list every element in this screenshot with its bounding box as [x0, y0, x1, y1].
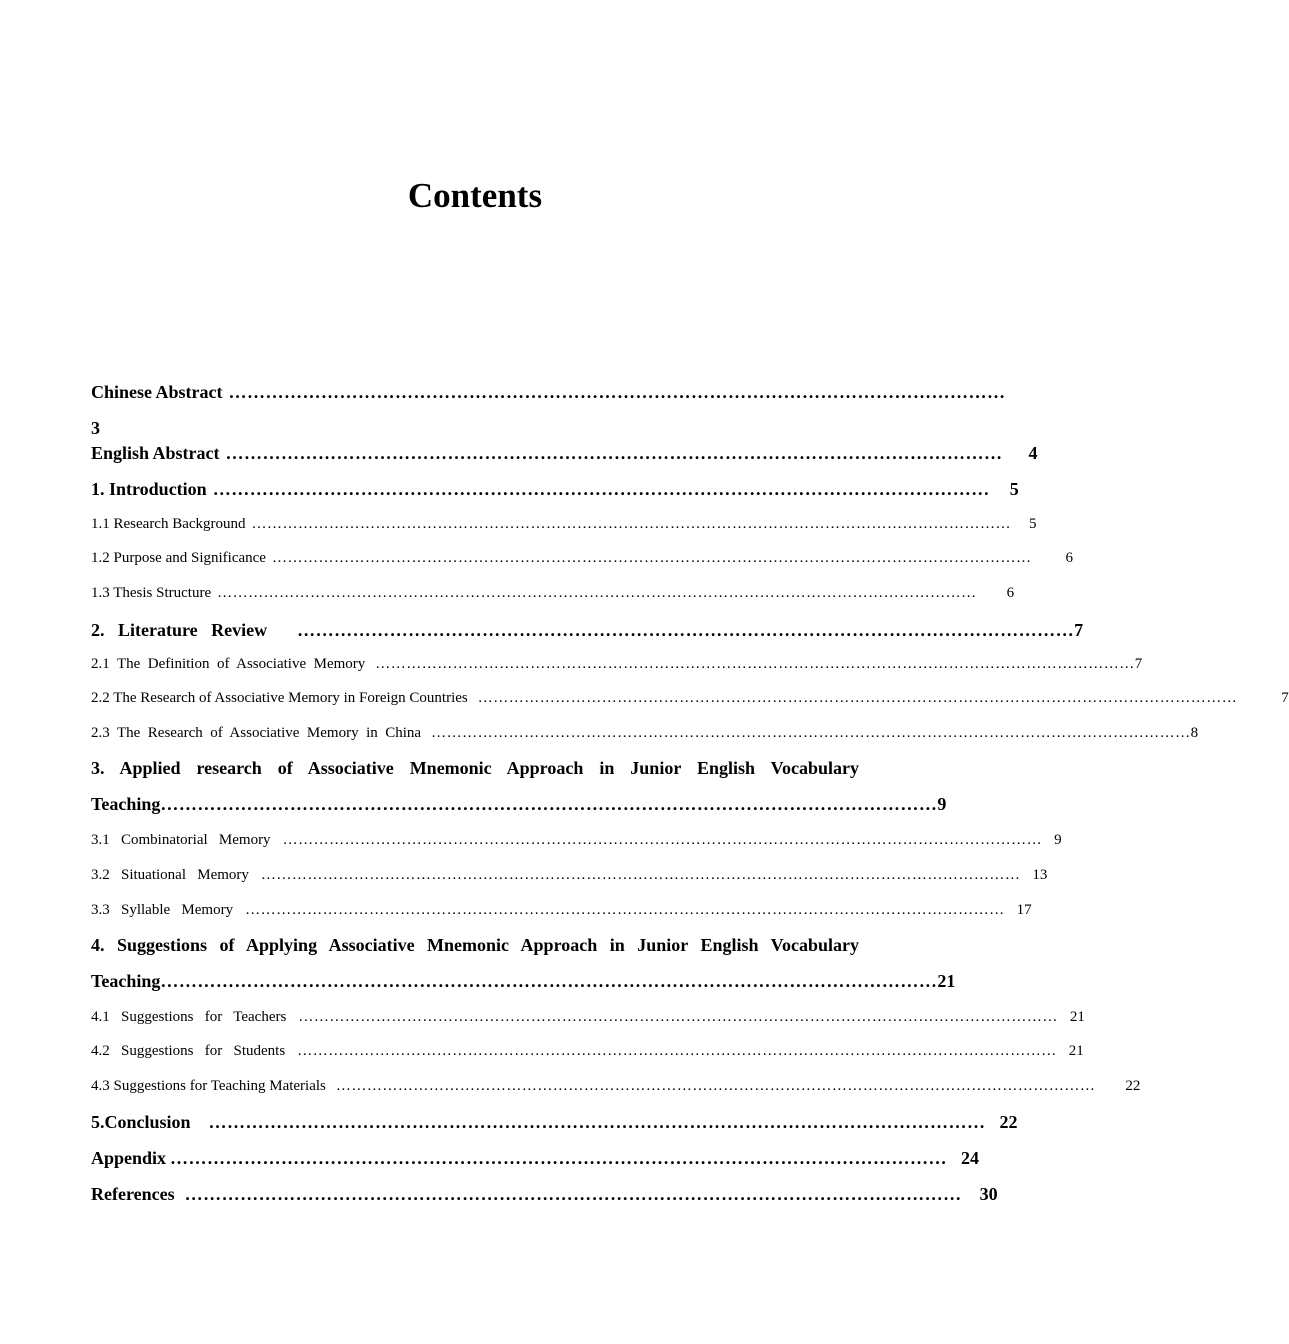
toc-entry-page: 30: [979, 1184, 998, 1204]
toc-entry-label: 1.1 Research Background: [91, 516, 246, 532]
toc-entry-label: 4.1 Suggestions for Teachers: [91, 1009, 287, 1025]
toc-leader-dots: ………………………………………………………………………………………………………………: [184, 1184, 962, 1204]
toc-entry-1-1[interactable]: [91, 516, 1037, 533]
toc-entry-label: 2.3 The Research of Associative Memory in China: [91, 725, 422, 741]
toc-leader-dots: …………………………………………………………………………………………………………………………………: [298, 1009, 1058, 1025]
toc-entry-label: 2.2 The Research of Associative Memory in Foreign Countries: [91, 690, 468, 706]
toc-entry-label: 3.3 Syllable Memory: [91, 902, 234, 918]
toc-leader-dots: …………………………………………………………………………………………………………………………………: [335, 1078, 1096, 1094]
toc-entry-label: 5.Conclusion: [91, 1112, 191, 1132]
toc-leader-dots: ………………………………………………………………………………………………………………: [160, 794, 938, 814]
toc-entry-label: 1. Introduction: [91, 479, 207, 499]
toc-entry-4-3[interactable]: [91, 1078, 1141, 1095]
toc-entry-page: 22: [999, 1112, 1018, 1132]
toc-entry-page: 9: [937, 794, 947, 814]
toc-entry-label: 4.2 Suggestions for Students: [91, 1043, 286, 1059]
toc-entry-page: 7: [1074, 620, 1084, 640]
toc-leader-dots: …………………………………………………………………………………………………………………………………: [271, 550, 1032, 566]
toc-entry-literature-review[interactable]: [91, 620, 1084, 641]
toc-entry-label: Chinese Abstract: [91, 382, 223, 402]
toc-leader-dots: …………………………………………………………………………………………………………………………………: [297, 1043, 1057, 1059]
toc-entry-1-2[interactable]: [91, 550, 1073, 567]
toc-entry-3-2[interactable]: [91, 867, 1048, 884]
toc-leader-dots: ………………………………………………………………………………………………………………: [160, 971, 938, 991]
toc-leader-dots: …………………………………………………………………………………………………………………………………: [245, 902, 1005, 918]
toc-entry-page: 5: [1009, 479, 1019, 499]
toc-entry-english-abstract[interactable]: [91, 443, 1038, 464]
toc-entry-page: 24: [961, 1148, 980, 1168]
toc-entry-label-continued: Teaching: [91, 794, 161, 814]
toc-entry-label: 4. Suggestions of Applying Associative Mnemonic Approach in Junior English Vocabulary: [91, 935, 859, 955]
toc-entry-4-1[interactable]: [91, 1009, 1085, 1026]
toc-entry-1-3[interactable]: [91, 585, 1015, 602]
toc-entry-page: 21: [937, 971, 956, 991]
toc-entry-page: 5: [1029, 516, 1037, 532]
toc-entry-page: 8: [1190, 725, 1199, 741]
toc-entry-page: 4: [1028, 443, 1038, 463]
toc-entry-introduction[interactable]: [91, 479, 1019, 500]
page-title: Contents: [407, 176, 543, 215]
toc-entry-page: 7: [1281, 690, 1289, 706]
toc-entry-2-2[interactable]: [91, 690, 1289, 707]
toc-entry-page: 13: [1032, 867, 1048, 883]
toc-leader-dots: ………………………………………………………………………………………………………………: [212, 479, 990, 499]
toc-entry-label: 2.1 The Definition of Associative Memory: [91, 656, 366, 672]
toc-entry-page: 6: [1006, 585, 1015, 601]
toc-leader-dots: …………………………………………………………………………………………………………………………………: [260, 867, 1021, 883]
toc-entry-label: 3. Applied research of Associative Mnemonic Approach in Junior English Vocabulary: [91, 758, 859, 778]
toc-entry-label: 3.1 Combinatorial Memory: [91, 832, 271, 848]
toc-entry-label-continued: Teaching: [91, 971, 161, 991]
toc-entry-chinese-abstract[interactable]: [91, 382, 1006, 403]
toc-entry-label: References: [91, 1184, 175, 1204]
toc-leader-dots: ………………………………………………………………………………………………………………: [208, 1112, 986, 1132]
toc-leader-dots: ………………………………………………………………………………………………………………: [170, 1148, 948, 1168]
toc-entry-page: 9: [1054, 832, 1062, 848]
toc-entry-label: English Abstract: [91, 443, 220, 463]
toc-entry-page: 3: [91, 418, 100, 438]
toc-entry-3-1[interactable]: [91, 832, 1062, 849]
toc-leader-dots: …………………………………………………………………………………………………………………………………: [477, 690, 1238, 706]
toc-entry-3-3[interactable]: [91, 902, 1032, 919]
toc-entry-appendix[interactable]: [91, 1148, 980, 1169]
toc-leader-dots: …………………………………………………………………………………………………………………………………: [282, 832, 1043, 848]
toc-leader-dots: ………………………………………………………………………………………………………………: [228, 382, 1006, 402]
toc-leader-dots: …………………………………………………………………………………………………………………………………: [375, 656, 1135, 672]
toc-entry-page: 17: [1016, 902, 1032, 918]
toc-entry-page: 6: [1065, 550, 1073, 566]
toc-leader-dots: ………………………………………………………………………………………………………………: [297, 620, 1075, 640]
toc-entry-label: 3.2 Situational Memory: [91, 867, 249, 883]
toc-entry-2-3[interactable]: [91, 725, 1199, 742]
toc-leader-dots: …………………………………………………………………………………………………………………………………: [251, 516, 1012, 532]
toc-leader-dots: ………………………………………………………………………………………………………………: [225, 443, 1003, 463]
toc-leader-dots: …………………………………………………………………………………………………………………………………: [217, 585, 977, 601]
toc-entry-label: Appendix: [91, 1148, 167, 1168]
toc-entry-page: 7: [1134, 656, 1143, 672]
toc-entry-label: 1.3 Thesis Structure: [91, 585, 212, 601]
toc-entry-page: 22: [1125, 1078, 1141, 1094]
toc-entry-page: 21: [1069, 1009, 1085, 1025]
toc-entry-label: 2. Literature Review: [91, 620, 268, 640]
toc-entry-2-1[interactable]: [91, 656, 1143, 673]
toc-entry-page: 21: [1068, 1043, 1084, 1059]
toc-entry-label: 4.3 Suggestions for Teaching Materials: [91, 1078, 326, 1094]
toc-entry-conclusion[interactable]: [91, 1112, 1018, 1133]
toc-leader-dots: …………………………………………………………………………………………………………………………………: [431, 725, 1191, 741]
toc-entry-4-2[interactable]: [91, 1043, 1084, 1060]
toc-entry-chapter-3[interactable]: [91, 750, 947, 822]
toc-entry-chapter-4[interactable]: [91, 927, 956, 999]
toc-entry-references[interactable]: [91, 1184, 998, 1205]
toc-entry-label: 1.2 Purpose and Significance: [91, 550, 266, 566]
